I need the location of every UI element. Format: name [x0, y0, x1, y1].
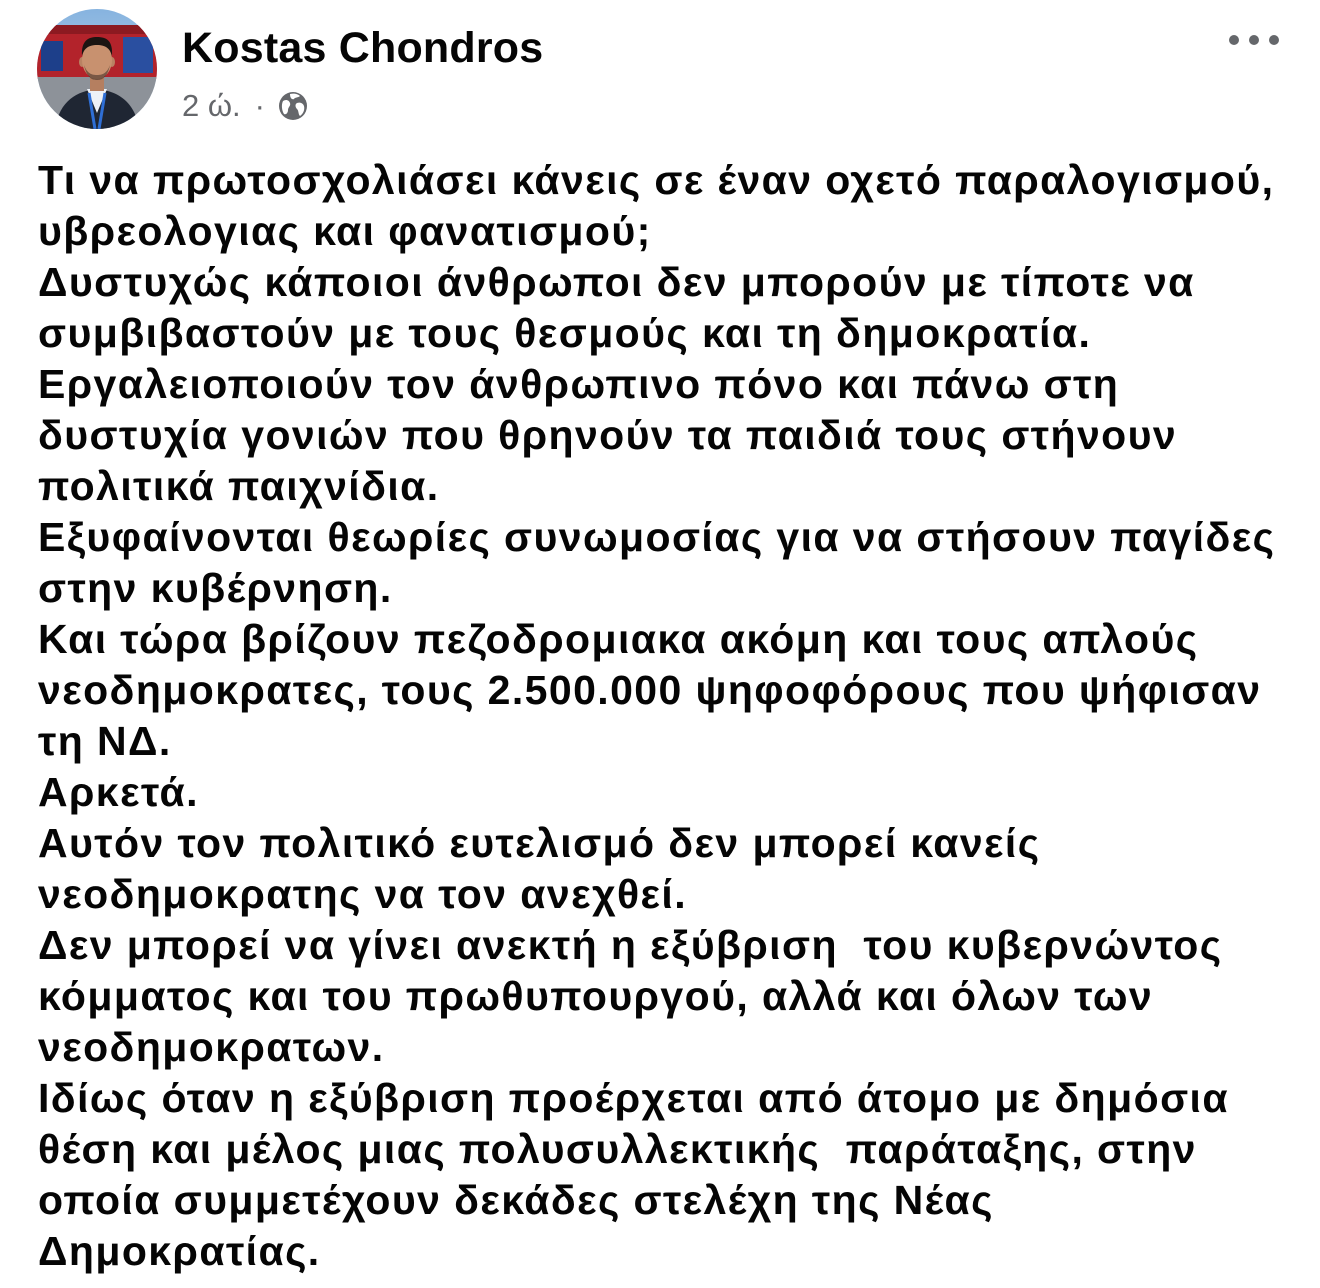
post-text-line: Αυτόν τον πολιτικό ευτελισμό δεν μπορεί κανείς [38, 820, 1041, 866]
post-text-line: τη ΝΔ. [38, 718, 172, 764]
post-paragraph [38, 257, 1275, 359]
post-text-line: Δυστυχώς κάποιοι άνθρωποι δεν μπορούν με τίποτε να [38, 259, 1195, 305]
post-text-line: νεοδημοκρατες, τους 2.500.000 ψηφοφόρους που ψήφισαν [38, 667, 1262, 713]
post-text-line: πολιτικά παιχνίδια. [38, 463, 440, 509]
more-options-icon [1229, 35, 1279, 45]
meta-separator: · [254, 88, 265, 123]
more-options-button[interactable] [1229, 28, 1279, 52]
post-text-line: υβρεολογιας και φανατισμού; [38, 208, 652, 254]
more-dot [1229, 35, 1239, 45]
post-paragraph [38, 614, 1275, 767]
post-text-line: Και τώρα βρίζουν πεζοδρομιακα ακόμη και τους απλούς [38, 616, 1199, 662]
globe-icon [277, 90, 309, 122]
more-dot [1269, 35, 1279, 45]
post-body [38, 155, 1275, 1277]
post-text-line: θέση και μέλος μιας πολυσυλλεκτικής παράταξης, στην [38, 1126, 1197, 1172]
post-text-line: στην κυβέρνηση. [38, 565, 393, 611]
post-paragraph [38, 1073, 1275, 1277]
post-paragraph [38, 920, 1275, 1073]
globe-icon-graphic [277, 90, 309, 122]
post-text-line: κόμματος και του πρωθυπουργού, αλλά και όλων των [38, 973, 1154, 1019]
post-paragraph [38, 512, 1275, 614]
post-text-line: νεοδημοκρατης να τον ανεχθεί. [38, 871, 688, 917]
avatar-blue-sign [123, 37, 153, 73]
avatar-photo [37, 9, 157, 129]
post-text-line: Αρκετά. [38, 769, 199, 815]
post-paragraph [38, 818, 1275, 920]
avatar-building-roof [37, 25, 157, 34]
post-text-line: Δημοκρατίας. [38, 1228, 321, 1274]
post-text-line: Εργαλειοποιούν τον άνθρωπινο πόνο και πάνω στη [38, 361, 1120, 407]
more-dot [1249, 35, 1259, 45]
post-paragraph [38, 359, 1275, 512]
avatar[interactable] [37, 9, 157, 129]
avatar-blue-sign-left [41, 41, 63, 71]
post-text-line: Εξυφαίνονται θεωρίες συνωμοσίας για να στήσουν παγίδες [38, 514, 1276, 560]
post-meta [182, 86, 309, 126]
post-text-line: οποία συμμετέχουν δεκάδες στελέχη της Νέας [38, 1177, 994, 1223]
post-text-line: νεοδημοκρατων. [38, 1024, 385, 1070]
post-text-line: Δεν μπορεί να γίνει ανεκτή η εξύβριση του κυβερνώντος [38, 922, 1223, 968]
post-text-line: Τι να πρωτοσχολιάσει κάνεις σε έναν οχετό παραλογισμού, [38, 157, 1275, 203]
post-text-line: Ιδίως όταν η εξύβριση προέρχεται από άτομο με δημόσια [38, 1075, 1229, 1121]
post-timestamp[interactable]: 2 ώ. [182, 88, 241, 123]
post-text-line: δυστυχία γονιών που θρηνούν τα παιδιά τους στήνουν [38, 412, 1178, 458]
author-name[interactable]: Kostas Chondros [182, 24, 544, 72]
post-text-line: συμβιβαστούν με τους θεσμούς και τη δημοκρατία. [38, 310, 1092, 356]
post-paragraph [38, 155, 1275, 257]
post-paragraph [38, 767, 1275, 818]
